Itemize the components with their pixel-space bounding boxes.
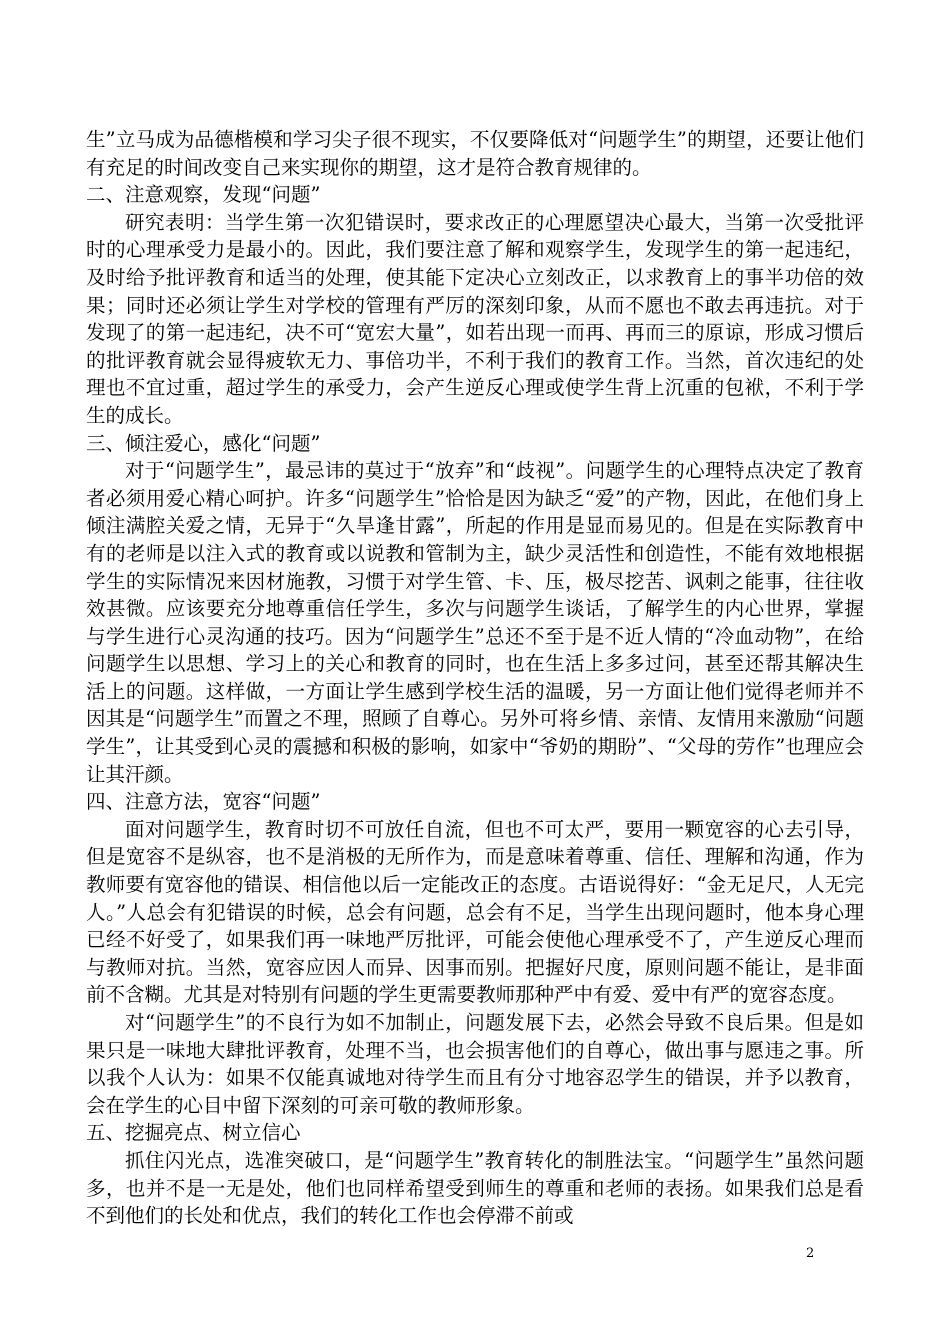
document-body [86,126,864,1230]
section-3-paragraph: 对于“问题学生”，最忌讳的莫过于“放弃”和“歧视”。问题学生的心理特点决定了教育者必须用爱心精心呵护。许多“问题学生”恰恰是因为缺乏“爱”的产物，因此，在他们身上倾注满腔关爱之情，无异于“久旱逢甘露”，所起的作用是显而易见的。但是在实际教育中有的老师是以注入式的教育或以说教和管制为主，缺少灵活性和创造性，不能有效地根据学生的实际情况来因材施教，习惯于对学生管、卡、压，极尽挖苦、讽刺之能事，往往收效甚微。应该要充分地尊重信任学生，多次与问题学生谈话，了解学生的内心世界，掌握与学生进行心灵沟通的技巧。因为“问题学生”总还不至于是不近人情的“冷血动物”，在给问题学生以思想、学习上的关心和教育的同时，也在生活上多多过问，甚至还帮其解决生活上的问题。这样做，一方面让学生感到学校生活的温暖，另一方面让他们觉得老师并不因其是“问题学生”而置之不理，照顾了自尊心。另外可将乡情、亲情、友情用来激励“问题学生”，让其受到心灵的震撼和积极的影响，如家中“爷奶的期盼”、“父母的劳作”也理应会让其汗颜。 [86,459,864,786]
continuation-paragraph: 生”立马成为品德楷模和学习尖子很不现实，不仅要降低对“问题学生”的期望，还要让他们有充足的时间改变自己来实现你的期望，这才是符合教育规律的。 [86,128,864,179]
section-heading-5: 五、挖掘亮点、树立信心 [86,1121,301,1145]
section-heading-4: 四、注意方法，宽容“问题” [86,790,321,814]
page-number: 2 [806,1246,815,1261]
section-2-paragraph: 研究表明：当学生第一次犯错误时，要求改正的心理愿望决心最大，当第一次受批评时的心理承受力是最小的。因此，我们要注意了解和观察学生，发现学生的第一起违纪，及时给予批评教育和适当的处理，使其能下定决心立刻改正，以求教育上的事半功倍的效果；同时还必须让学生对学校的管理有严厉的深刻印象，从而不愿也不敢去再违抗。对于发现了的第一起违纪，决不可“宽宏大量”，如若出现一而再、再而三的原谅，形成习惯后的批评教育就会显得疲软无力、事倍功半，不利于我们的教育工作。当然，首次违纪的处理也不宜过重，超过学生的承受力，会产生逆反心理或使学生背上沉重的包袱，不利于学生的成长。 [86,210,864,427]
section-4-paragraph-2: 对“问题学生”的不良行为如不加制止，问题发展下去，必然会导致不良后果。但是如果只是一味地大肆批评教育，处理不当，也会损害他们的自尊心，做出事与愿违之事。所以我个人认为：如果不仅能真诚地对待学生而且有分寸地容忍学生的错误，并予以教育，会在学生的心目中留下深刻的可亲可敬的教师形象。 [86,1011,864,1117]
section-4-paragraph-1: 面对问题学生，教育时切不可放任自流，但也不可太严，要用一颗宽容的心去引导，但是宽容不是纵容，也不是消极的无所作为，而是意味着尊重、信任、理解和沟通，作为教师要有宽容他的错误、相信他以后一定能改正的态度。古语说得好：“金无足尺，人无完人。”人总会有犯错误的时候，总会有问题，总会有不足，当学生出现问题时，他本身心理已经不好受了，如果我们再一味地严厉批评，可能会使他心理承受不了，产生逆反心理而与教师对抗。当然，宽容应因人而异、因事而别。把握好尺度，原则问题不能让，是非面前不含糊。尤其是对特别有问题的学生更需要教师那种严中有爱、爱中有严的宽容态度。 [86,817,864,1007]
section-heading-2: 二、注意观察，发现“问题” [86,183,321,207]
section-5-paragraph: 抓住闪光点，选准突破口，是“问题学生”教育转化的制胜法宝。“问题学生”虽然问题多，也并不是一无是处，他们也同样希望受到师生的尊重和老师的表扬。如果我们总是看不到他们的长处和优点，我们的转化工作也会停滞不前或 [86,1148,864,1228]
section-heading-3: 三、倾注爱心，感化“问题” [86,431,321,455]
